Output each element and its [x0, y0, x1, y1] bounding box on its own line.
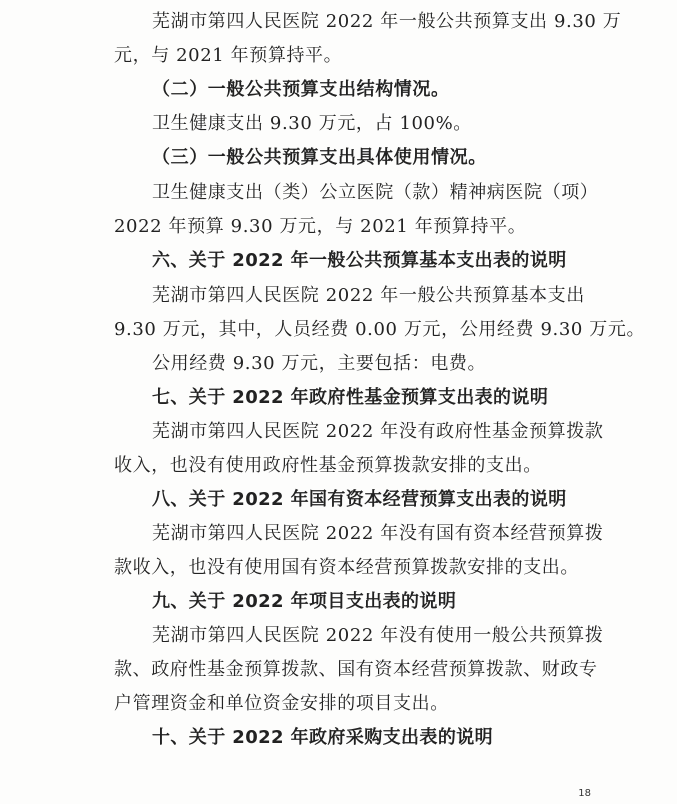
paragraph-line: 款收入，也没有使用国有资本经营预算拨款安排的支出。 [114, 557, 579, 578]
paragraph-line: 卫生健康支出（类）公立医院（款）精神病医院（项） [152, 182, 599, 203]
paragraph-line: 9.30 万元，其中，人员经费 0.00 万元，公用经费 9.30 万元。 [114, 319, 646, 340]
paragraph-line: 芜湖市第四人民医院 2022 年没有使用一般公共预算拨 [152, 625, 604, 646]
paragraph-line: 元，与 2021 年预算持平。 [114, 45, 343, 66]
paragraph-line: 公用经费 9.30 万元，主要包括：电费。 [152, 353, 487, 374]
paragraph-line: 卫生健康支出 9.30 万元，占 100%。 [152, 113, 472, 134]
paragraph-line: 款、政府性基金预算拨款、国有资本经营预算拨款、财政专 [114, 659, 598, 680]
section-heading: 六、关于 2022 年一般公共预算基本支出表的说明 [152, 250, 567, 271]
page-number: 18 [578, 788, 591, 799]
paragraph-line: 户管理资金和单位资金安排的项目支出。 [114, 693, 449, 714]
section-heading: 七、关于 2022 年政府性基金预算支出表的说明 [152, 387, 549, 408]
paragraph-line: 芜湖市第四人民医院 2022 年没有政府性基金预算拨款 [152, 421, 604, 442]
section-heading: 八、关于 2022 年国有资本经营预算支出表的说明 [152, 489, 567, 510]
paragraph-line: 2022 年预算 9.30 万元，与 2021 年预算持平。 [114, 216, 527, 237]
section-heading: 十、关于 2022 年政府采购支出表的说明 [152, 727, 494, 748]
subsection-heading: （二）一般公共预算支出结构情况。 [152, 79, 450, 100]
subsection-heading: （三）一般公共预算支出具体使用情况。 [152, 147, 487, 168]
paragraph-line: 芜湖市第四人民医院 2022 年没有国有资本经营预算拨 [152, 523, 604, 544]
paragraph-line: 芜湖市第四人民医院 2022 年一般公共预算基本支出 [152, 285, 585, 306]
section-heading: 九、关于 2022 年项目支出表的说明 [152, 591, 457, 612]
paragraph-line: 芜湖市第四人民医院 2022 年一般公共预算支出 9.30 万 [152, 11, 622, 32]
paragraph-line: 收入，也没有使用政府性基金预算拨款安排的支出。 [114, 455, 542, 476]
